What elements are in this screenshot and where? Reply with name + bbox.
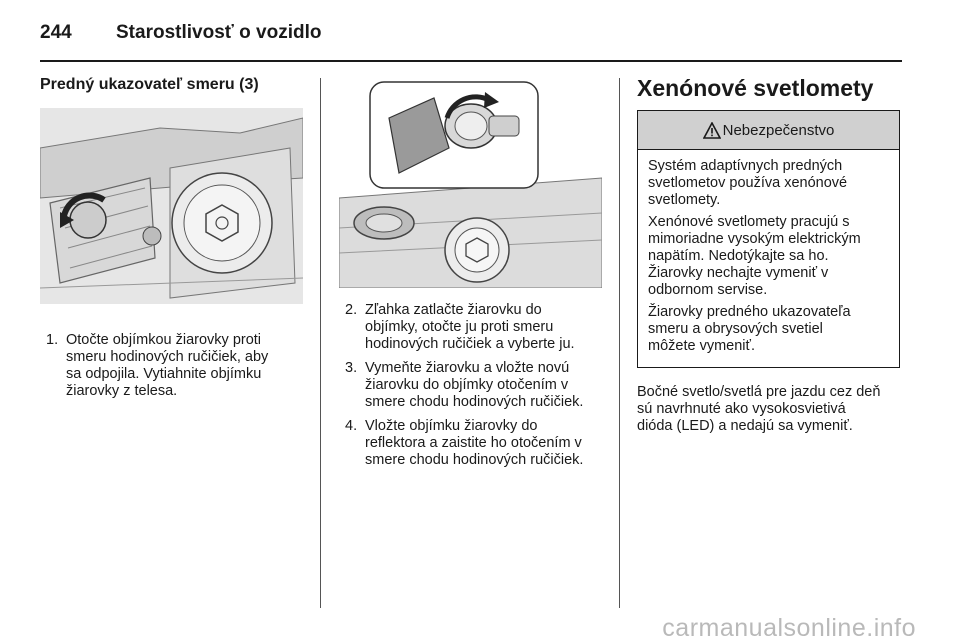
paragraph-line: Bočné svetlo/svetlá pre jazdu cez deň	[637, 384, 881, 400]
chapter-title: Starostlivosť o vozidlo	[116, 22, 322, 43]
warning-line: Systém adaptívnych predných	[648, 158, 843, 174]
paragraph-line: sú navrhnuté ako vysokosvietivá	[637, 401, 846, 417]
led-info-paragraph	[637, 384, 903, 435]
paragraph-line: dióda (LED) a nedajú sa vymeniť.	[637, 418, 853, 434]
warning-line: Žiarovky predného ukazovateľa	[648, 304, 851, 320]
warning-body	[638, 150, 899, 355]
warning-line: svetlomety.	[648, 192, 721, 208]
step-text-line: Vložte objímku žiarovky do	[365, 418, 538, 434]
step-3	[345, 360, 615, 414]
step-text-line: žiarovku do objímky otočením v	[365, 377, 569, 393]
header-rule	[40, 60, 902, 62]
step-text-line: Otočte objímkou žiarovky proti	[66, 332, 262, 348]
step-text-line: smere chodu hodinových ručičiek.	[365, 452, 584, 468]
illustration-bulb-replacement	[339, 78, 602, 288]
step-text-line: smeru hodinových ručičiek, aby	[66, 349, 269, 365]
warning-title: Nebezpečenstvo	[722, 121, 835, 139]
step-text-line: Vymeňte žiarovku a vložte novú	[365, 360, 570, 376]
warning-line: napätím. Nedotýkajte sa ho.	[648, 248, 829, 264]
warning-paragraph	[648, 158, 889, 209]
step-text-line: smere chodu hodinových ručičiek.	[365, 394, 584, 410]
step-number: 4.	[345, 418, 358, 434]
step-4	[345, 418, 615, 472]
watermark: carmanualsonline.info	[662, 614, 916, 642]
column-divider-right	[619, 78, 620, 608]
warning-triangle-icon	[703, 122, 721, 139]
warning-line: môžete vymeniť.	[648, 338, 755, 354]
danger-warning-box	[637, 110, 900, 368]
step-text-line: objímky, otočte ju proti smeru	[365, 319, 554, 335]
step-text-line: sa odpojila. Vytiahnite objímku	[66, 366, 262, 382]
step-number: 1.	[46, 332, 59, 348]
section-heading-turn-signal: Predný ukazovateľ smeru (3)	[40, 76, 259, 93]
step-text-line: Zľahka zatlačte žiarovku do	[365, 302, 542, 318]
column-divider-left	[320, 78, 321, 608]
step-number: 3.	[345, 360, 358, 376]
step-number: 2.	[345, 302, 358, 318]
warning-header	[638, 111, 899, 150]
step-2	[345, 302, 615, 356]
warning-line: odbornom servise.	[648, 282, 768, 298]
step-1	[46, 332, 306, 404]
warning-line: mimoriadne vysokým elektrickým	[648, 231, 861, 247]
page-header	[40, 18, 321, 48]
illustration-bulb-holder-removal	[40, 108, 303, 304]
warning-paragraph	[648, 304, 889, 355]
section-heading-xenon: Xenónové svetlomety	[637, 75, 874, 101]
warning-paragraph	[648, 214, 889, 299]
warning-line: Xenónové svetlomety pracujú s	[648, 214, 850, 230]
page-number: 244	[40, 22, 72, 43]
warning-line: Žiarovky nechajte vymeniť v	[648, 265, 829, 281]
step-text-line: žiarovky z telesa.	[66, 383, 178, 399]
step-text-line: hodinových ručičiek a vyberte ju.	[365, 336, 575, 352]
warning-line: svetlometov používa xenónové	[648, 175, 848, 191]
step-text-line: reflektora a zaistite ho otočením v	[365, 435, 582, 451]
warning-line: smeru a obrysových svetiel	[648, 321, 823, 337]
